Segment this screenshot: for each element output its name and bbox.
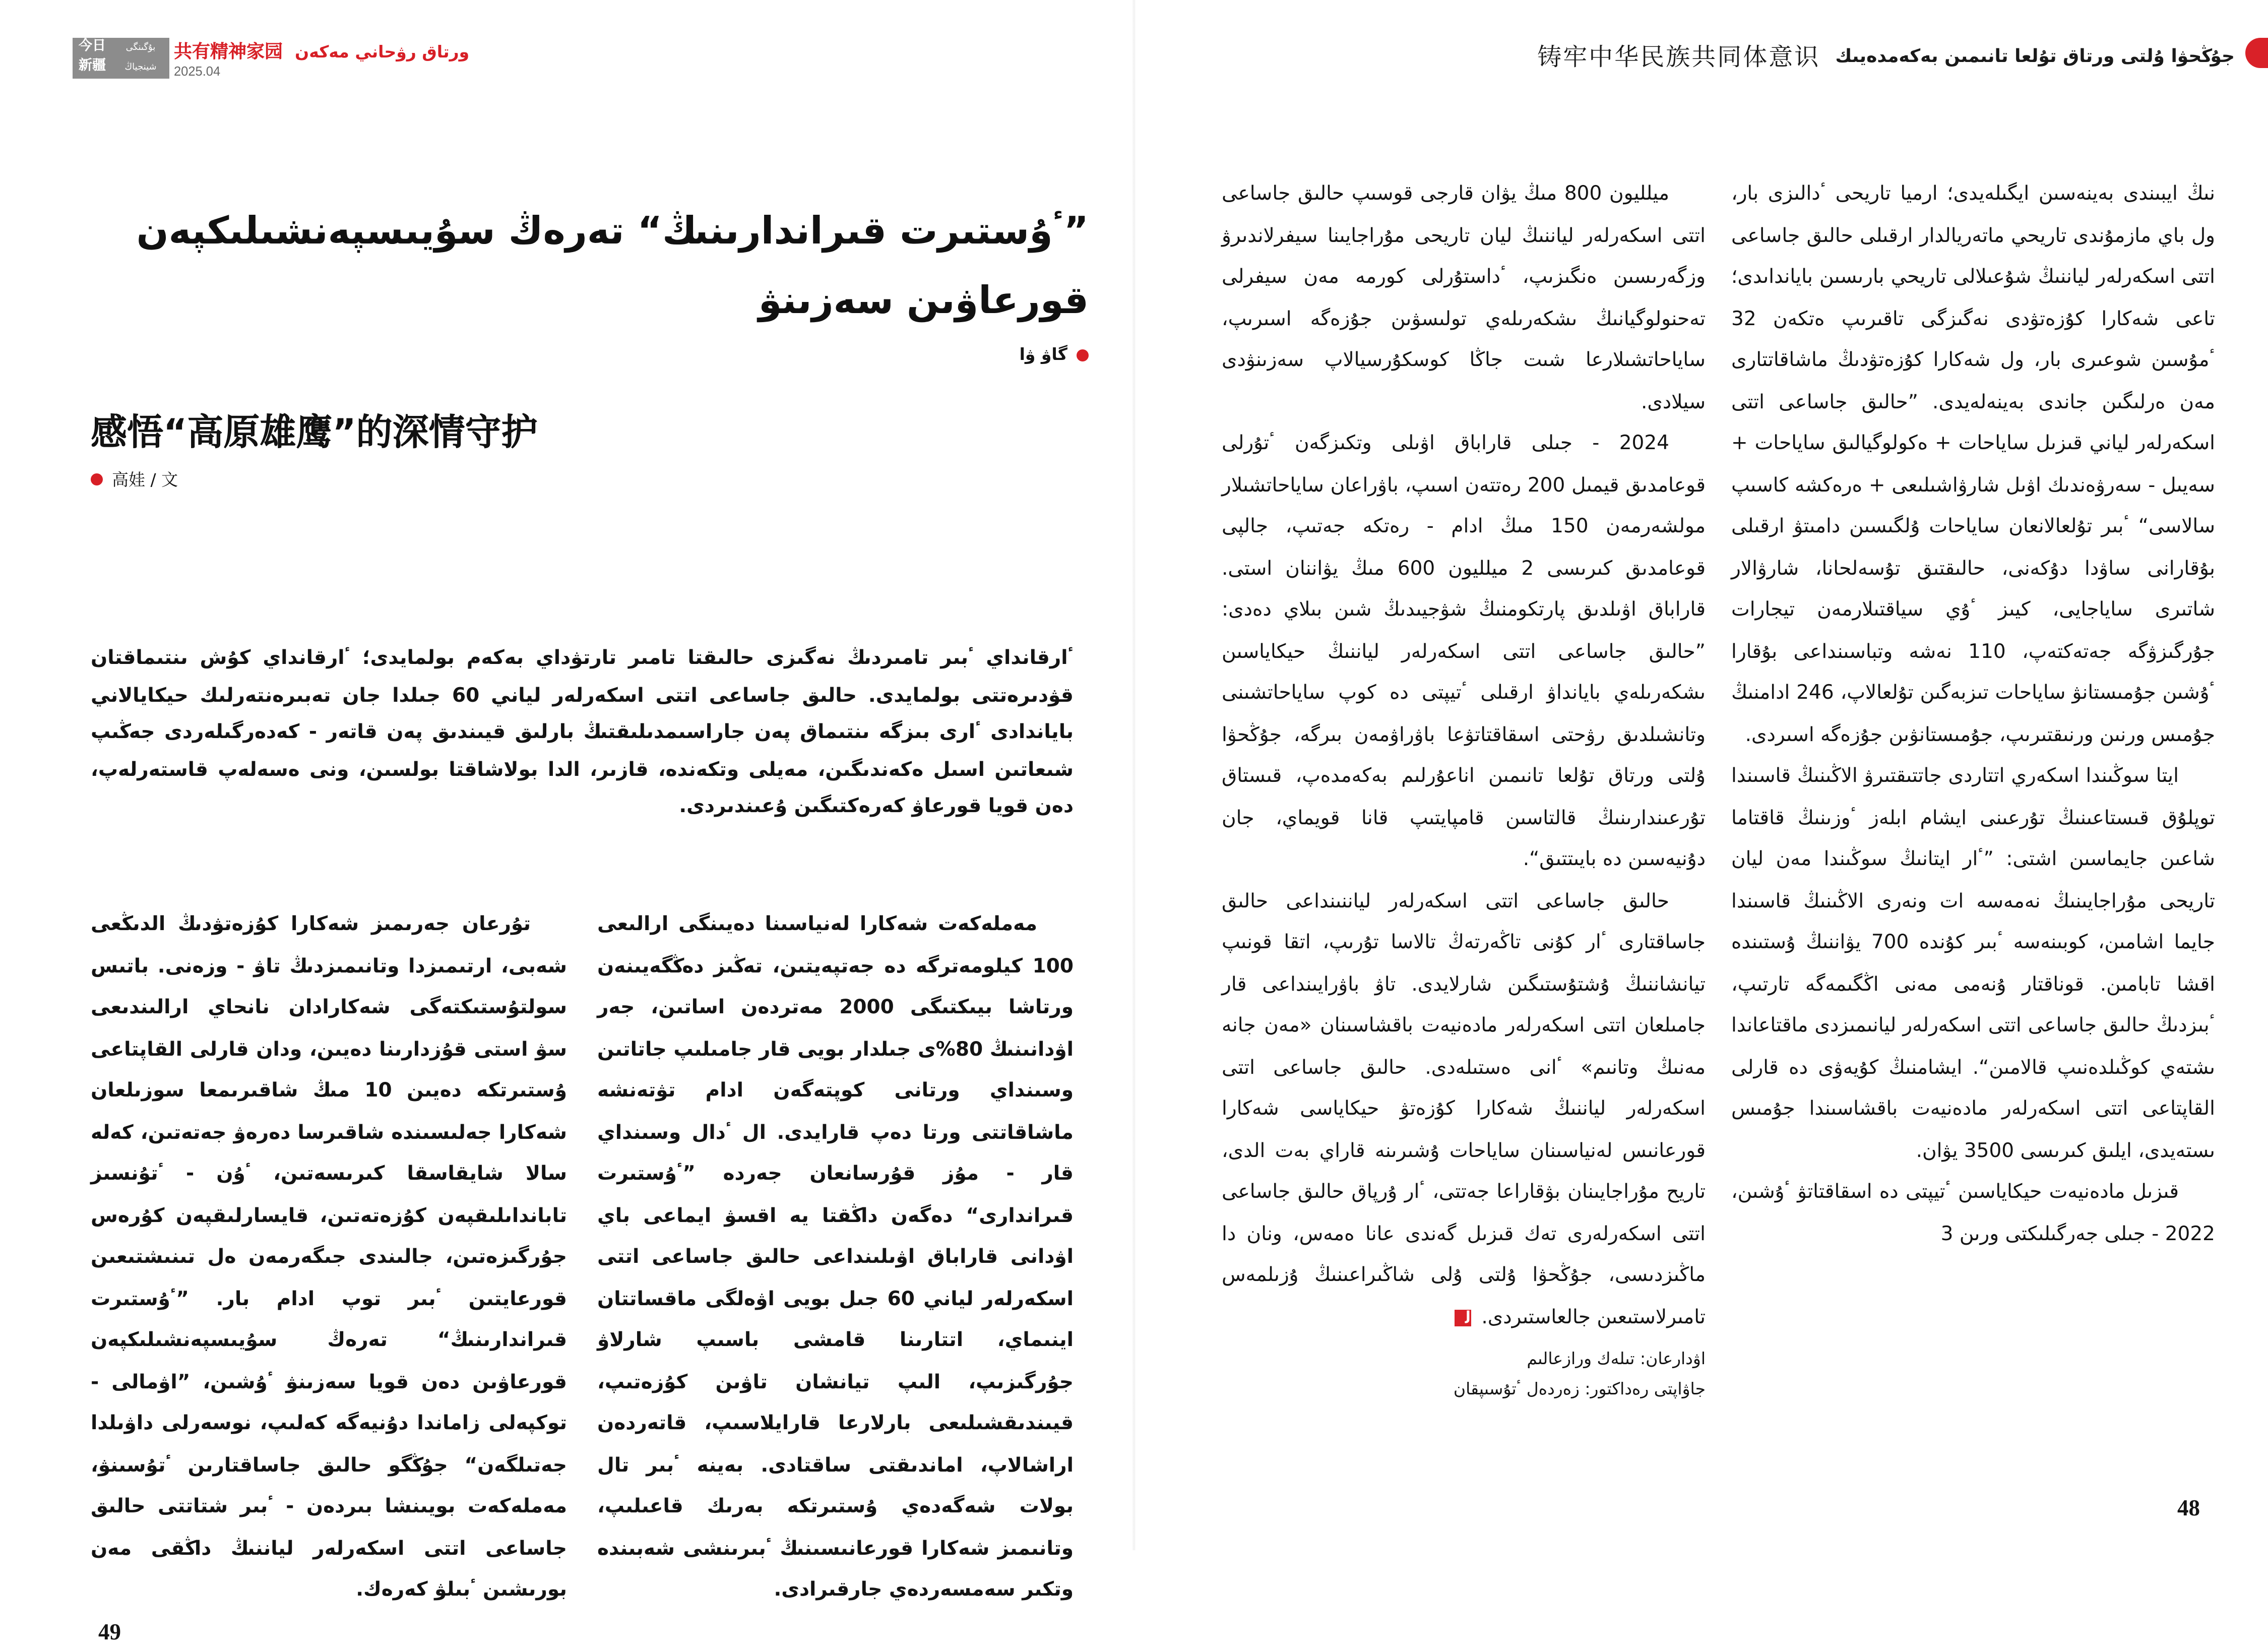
body-column-1 (91, 904, 567, 1612)
paragraph: ميلليون 800 مىڭ يۋان قارجى قوسىپ حالىق جاساعى اتتى اسكەرلەر لياننىڭ ليان تاريحى مۇراجايىنا سيفرلاندىرۋ وزگەرىسىن ەنگىزىپ، ٴداستۇرلى كورمە مەن سيفرلى تەحنولوگيانىڭ ىشكەرىلەي تولىسۋىن جۇزەگە اسىرىپ، ساياحاتشىلارعا شىت جاڭا كوسكۇرسيالاپ سەزىنۋدى سيلادى. (1222, 183, 1706, 414)
issue-date: 2025.04 (174, 64, 221, 79)
body-column-3 (1222, 174, 1706, 1405)
paragraph (1222, 881, 1706, 1339)
section-title-zh: 共有精神家园 (174, 41, 283, 62)
red-tab-marker (2245, 38, 2268, 68)
paragraph: 2024 - جىلى قاراباق اۋىلى وتكىزگەن ٴتۇرلى قوعامدىق قيمىل 200 رەتتەن اسىپ، باۋراعان ساياحاتشىلار مولشەرمەن 150 مىڭ ادام - رەتكە جەتىپ، جالپى قوعامدىق كىرىسى 2 ميلليون 600 مىڭ يۋاننان استى. قاراباق اۋىلدىق پارتكومنىڭ شۋجيىدىڭ شىن بىلاي دەدى: ”حالىق جاساعى اتتى اسكەرلەر لياننىڭ حيكاياسىن ىشكەرىلەي بايانداۋ ارقىلى ٴتيپتى دە كوپ ساياحاتشىنى وتانشىلدىق رۋحتى اسقاقتاتۋعا باۋراۋمەن بىرگە، جۇڭحۋا ۇلتى ورتاق تۇلعا تانىمىن اناعۇرلىم بەكەمدەپ، قىستاق تۇرعىندارىنىڭ قالتاسىن قامپايتىپ قانا قويماي، جان دۇنيەسىن دە بايىتتىق“. (1222, 433, 1706, 871)
article-end-icon: J (1454, 1309, 1471, 1326)
header-right (1537, 38, 2235, 73)
article-title-ug (91, 197, 1089, 336)
body-column-2 (597, 904, 1074, 1612)
paragraph: مەملەكەت شەكارا لەنياسىنا دەيىنگى ارالىعى 100 كيلومەترگە دە جەتپەيتىن، تەڭىز دەڭگەيىنەن ورتاشا بيىكتىگى 2000 مەتردەن اساتىن، جەر اۋدانىنىڭ 80%ى جىلدار بويى قار جامىلىپ جاتاتىن وسىنداي ورتانى كوپتەگەن ادام تۋتەنشە ماشاقاتتى ورتا دەپ قارايدى. ال ٴدال وسىنداي قار - مۇز قۇرسانعان جەردە ”ٴۇستىرت قىراندارى“ دەگەن داڭقتا يە اقسۋ ايماعى باي اۋدانى قاراباق اۋىلىنداعى حالىق جاساعى اتتى اسكەرلەر لياني 60 جىل بويى اۋەلگى ماقساتتان اينىماي، اتتارىنا قامشى باسىپ شارلاۋ جۇرگىزىپ، الىپ تيانشان تاۋىن كۇزەتىپ، قيىندىقشىلىعى بارلارعا قارايلاسىپ، قاتەردەن اراشالاپ، اماندىقتى ساقتادى. بەينە ٴبىر تال بولات شەگەدەي ۇستىرتكە بەرىك قاعىلىپ، وتانىمىز شەكارا قورعانىسىنىڭ ٴبىرىنشى شەبىندە وتكىر سەمسەردەي جارقىرادى. (597, 913, 1074, 1602)
page-gutter (1132, 0, 1136, 1550)
title-ug-line1: ”ٴۇستىرت قىراندارىنىڭ“ تەرەڭ سۇيىسپەنشىلىكپەن (136, 209, 1089, 253)
editor-credit: جاۋاپتى رەداكتور: زەردەل ٴتۇسىپقان (1453, 1379, 1706, 1399)
lead-paragraph: ٴارقانداي ٴبىر تامىردىڭ نەگىزى حالىقتا تامىر تارتۋداي بەكەم بولمايدى؛ ٴارقانداي كۇش ىنتىماقتان قۋدىرەتتى بولمايدى. حالىق جاساعى اتتى اسكەرلەر لياني 60 جىلدا جان تەبىرەنتەرلىك حيكايالاني باياندادى ٴارى بىزگە ىنتىماق پەن جاراسىمدىلىقتىڭ بارلىق قيىندىق پەن قاتەر - كەدەرگىلەردى جەڭىپ شىعاتىن اسىل ەكەندىگىن، مەيلى وتكەندە، قازىر، الدا بولاشاقتا بولسىن، ونى ەسەلەپ قاستەرلەپ، دەن قويا قورعاۋ كەرەكتىگىن ۇعىندىردى. (91, 647, 1074, 818)
logo-ug-line1: بۇگىنگى (125, 42, 156, 53)
title-block (91, 197, 1089, 492)
page-number-left: 49 (98, 1621, 121, 1645)
translator-credit: اۋدارعان: تىلەك ورازعالىم (1527, 1349, 1706, 1369)
magazine-logo (73, 38, 169, 79)
logo-zh-line2: 新疆 (78, 59, 106, 74)
logo-zh-line1: 今日 (78, 39, 106, 54)
body-column-4 (1731, 174, 2215, 1255)
title-ug-line2: قورعاۋىن سەزىنۋ (758, 278, 1089, 322)
paragraph: تۇرعان جەرىمىز شەكارا كۇزەتۋدىڭ الدىڭعى شەبى، ارتىمىزدا وتانىمىزدىڭ تاۋ - وزەنى. باتىس سولتۇستىكتەگى شەكارادان نانحاي ارالىندىعى سۋ استى قۇزدارىنا دەيىن، ودان قارلى القاپتاعى ۇستىرتكە دەيىن 10 مىڭ شاقىرىمعا سوزىلعان شەكارا جەلىسىندە شاقىرسا دەرەۋ جەتەتىن، كەلە سالا شايقاسقا كىرىسەتىن، ٴۇن - ٴتۇنسىز تابانداىلىقپەن كۇزەتەتىن، قايسارلىقپەن كۇرەس جۇرگىزەتىن، جالىندى جىگەرمەن ەل تىنىشتىعىن قورعايتىن ٴبىر توپ ادام بار. ”ٴۇستىرت قىراندارىنىڭ“ تەرەڭ سۇيىسپەنشىلىكپەن قورعاۋىن دەن قويا سەزىنۋ ٴۇشىن، ”اۋمالى - توكپەلى زاماندا دۇنيەگە كەلىپ، نوسەرلى داۋىلدا جەتىلگەن“ جۇڭگو حالىق جاساقتارىن ٴتۇسىنۋ، مەملەكەت بويىنشا بىردەن - ٴبىر شتاتتى حالىق جاساعى اتتى اسكەرلەر لياننىڭ داڭقى مەن بورىشىن ٴبىلۋ كەرەك. (91, 913, 567, 1602)
author-ug (91, 345, 1089, 364)
article-title-zh: 感悟“高原雄鹰”的深情守护 (91, 411, 538, 454)
column-title-zh: 铸牢中华民族共同体意识 (1537, 42, 1820, 71)
logo-zh (73, 38, 112, 79)
paragraph-text: حالىق جاساعى اتتى اسكەرلەر لياننىنداعى حالىق جاساقتارى ٴار كۇنى تاڭەرتەڭ تالاسا تۇرىپ، اتقا قونىپ تيانشاننىڭ ۇشتۇستىگىن شارلايدى. تاۋ باۋرايىنداعى قار جامىلعان اتتى اسكەرلەر مادەنيەت باقشاسىنان «مەن جانە مەنىڭ وتانىم» ٴانى ەستىلەدى. حالىق جاساعى اتتى اسكەرلەر لياننىڭ شەكارا كۇزەتۋ حيكاياسى شەكارا قورعانىس لەنياسىنان ساياحات ۇشىرىنە قاراي بەت الدى، تاريح مۇراجايىنان بۋقاراعا جەتتى، ٴار ۇرپاق حالىق جاساعى اتتى اسكەرلەرى تەك قىزىل گەندى عانا ەمەس، ونان دا ماڭىزدىسى، جۇڭحۋا ۇلتى ۇلى شاڭىراعىنىڭ ۇزىلمەس تامىرلاستىعىن جالعاستىردى. (1222, 890, 1706, 1329)
logo-ug-line2: شينجياڭ (124, 62, 157, 73)
paragraph: نىڭ ايبىندى بەينەسىن ايگىلەيدى؛ ارميا تاريحى ٴدالىزى بار، ول باي مازمۇندى تاريحي ماتەريالدار ارقىلى حالىق جاساعى اتتى اسكەرلەر لياننىڭ شۇعىلالى تاريحي بارىسىن بايانداىدى؛ تاعى شەكارا كۇزەتۋدى نەگىزگى تاقىرىپ ەتكەن 32 ٴمۇسىن شوعىرى بار، ول شەكارا كۇزەتۋدىڭ ماشاقاتتارى مەن ەرلىگىن جاندى بەينەلەيدى. ”حالىق جاساعى اتتى اسكەرلەر لياني قىزىل ساياحات + ەكولوگيالىق ساياحات + سەيىل - سەرۋەندىك اۋىل شارۋاشىلىعى + ەرەكشە كاسىپ سالاسى“ ٴبىر تۇلعالانعان ساياحات ۇلگىسىن دامىتۋ ارقىلى بۇقارانى ساۋدا دۇكەنى، حالىقتىق تۇسەلحانا، شارۋالار شاتىرى ساياجايى، كيىز ٴۇي سياقتىلارمەن تيجارات جۇرگىزۋگە جەتەكتەپ، 110 نەشە وتباسىنداعى بۇقارا ٴۇشىن جۇمىستانۋ ساياحات تىزبەگىن تۇلعالاپ، 246 ادامنىڭ جۇمىس ورنىن ورنىقتىرىپ، جۇمىستانۋىن جۇزەگە اسىردى. (1731, 183, 2216, 747)
author-ug-name: گاۋ ۋا (1019, 345, 1067, 364)
section-header-left (174, 38, 469, 79)
section-title-ug: ورتاق رۋحاني مەكەن (295, 42, 470, 62)
author-zh (91, 467, 1089, 492)
paragraph: ايتا سوڭىندا اسكەري اتتاردى جاتتىقتىرۋ الاڭىنىڭ قاسىندا توپلۇق قىستاعىنىڭ تۇرعىنى ايشام ابلەز ٴوزىنىڭ قاقتاما شاعىن جايماسىن اشتى: ”ٴار ايتانىڭ سوڭىندا مەن ليان تاريحى مۇراجايىنىڭ نەمەسە ات ونەرى الاڭىنىڭ قاسىندا جايما اشامىن، كوبىنەسە ٴبىر كۇندە 700 يۋاننىڭ ۇستىندە اقشا تابامىن. قوناقتار ۇنەمى مەنى اڭگىمەگە تارتىپ، ٴبىزدىڭ حالىق جاساعى اتتى اسكەرلەر ليانىمىزدى ماقتاعاندا ىشتەي كوڭىلدەنىپ قالامىن“. ايشامنىڭ كۇيەۋى دە قارلى القاپتاعى اتتى اسكەرلەر مادەنيەت باقشاسىندا جۇمىس ىستەيدى، ايلىق كىرىسى 3500 يۋان. (1731, 765, 2215, 1163)
red-dot-icon (1077, 349, 1089, 361)
page-number-right: 48 (2177, 1497, 2200, 1521)
credits (1222, 1345, 1706, 1405)
logo-ug (112, 38, 169, 79)
paragraph: قىزىل مادەنيەت حيكاياسىن ٴتيپتى دە اسقاقتاتۋ ٴۇشىن، 2022 - جىلى جەرگىلىكتى ورىن 3 (1731, 1181, 2215, 1246)
header-left (73, 38, 469, 79)
column-title-ug: جۇڭحۋا ۇلتى ورتاق تۇلعا تانىمىن بەكەمدەيىك (1835, 44, 2235, 66)
author-zh-name: 高娃 / 文 (112, 470, 178, 490)
red-dot-icon (91, 473, 103, 485)
